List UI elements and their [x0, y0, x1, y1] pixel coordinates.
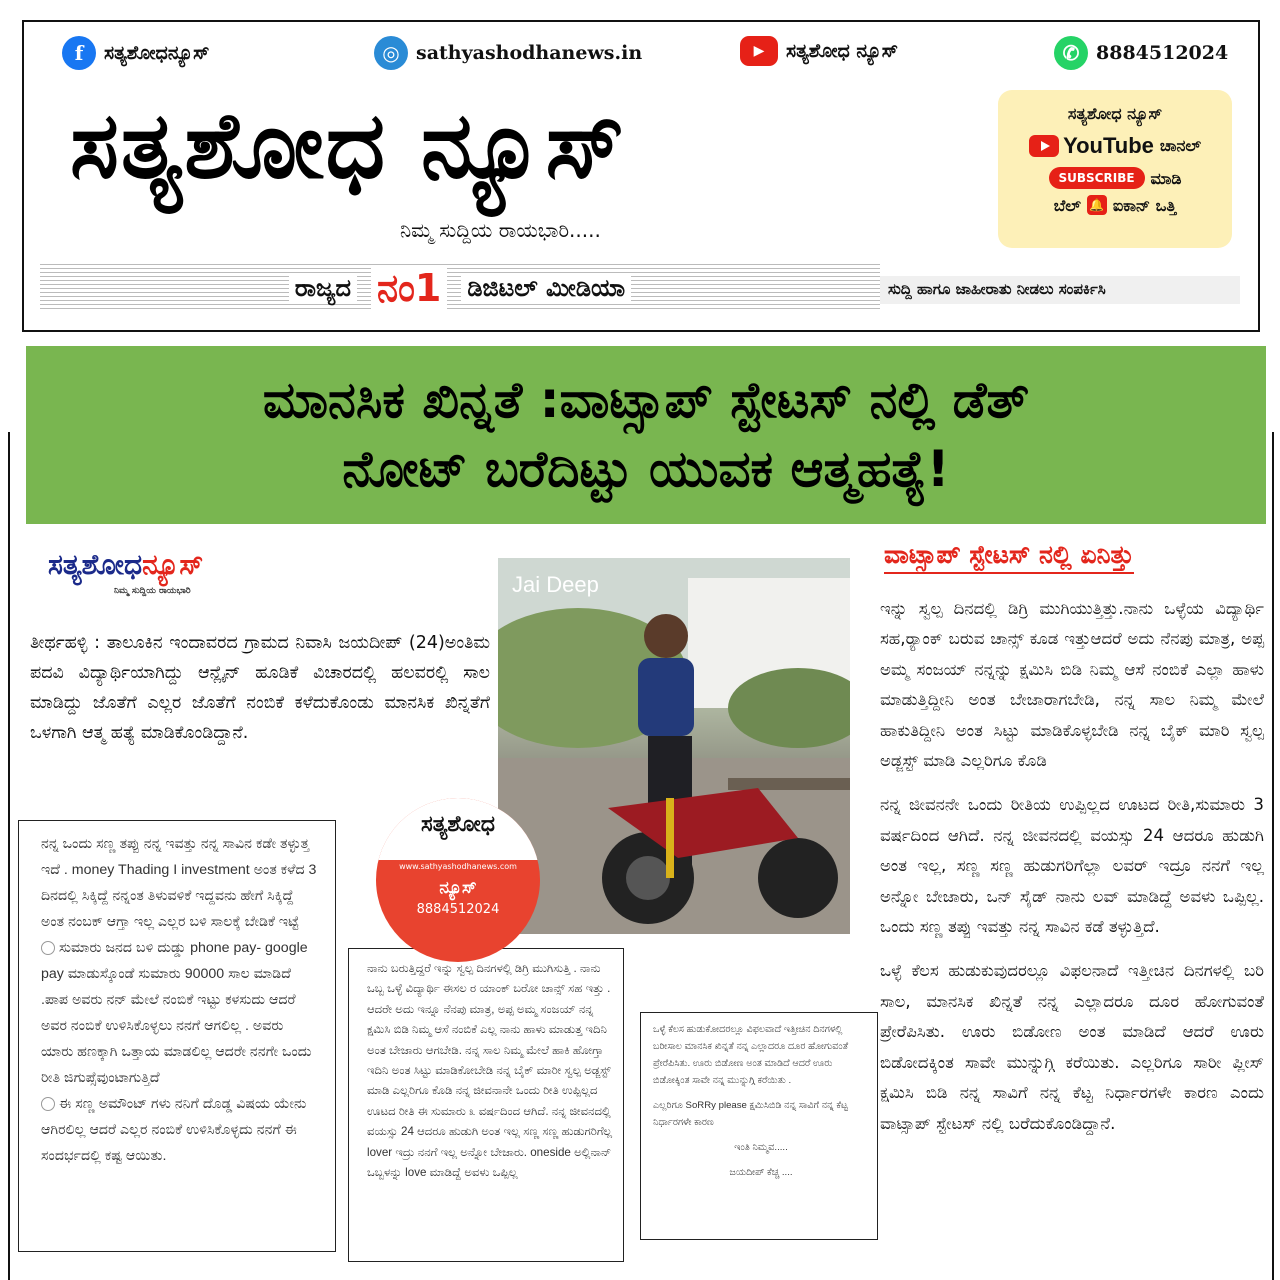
- headline-line2: ನೋಟ್ ಬರೆದಿಟ್ಟು ಯುವಕ ಆತ್ಮಹತ್ಯೆ!: [342, 440, 950, 498]
- whatsapp-icon: ✆: [1054, 36, 1088, 70]
- subbar-right: ಡಿಜಿಟಲ್ ಮೀಡಿಯಾ: [461, 274, 631, 302]
- whatsapp-number: 8884512024: [1096, 42, 1229, 64]
- subbar-left: ರಾಜ್ಯದ: [289, 274, 357, 302]
- left-border-rule: [8, 432, 10, 1280]
- masthead-title: ಸತ್ಯಶೋಧ ನ್ಯೂಸ್: [70, 92, 627, 199]
- website-label: sathyashodhanews.in: [416, 42, 643, 64]
- youtube-logo: YouTube: [1029, 127, 1154, 164]
- youtube-link[interactable]: [740, 36, 898, 66]
- right-border-rule: [1272, 432, 1274, 1280]
- logo-sub: ನಿಮ್ಮ ಸುದ್ದಿಯ ರಾಯಭಾರಿ: [114, 586, 191, 596]
- photo-illustration: [498, 558, 850, 934]
- promo-bell-word: ಬೆಲ್: [1053, 195, 1081, 215]
- side-para-1: ಇನ್ನು ಸ್ವಲ್ಪ ದಿನದಲ್ಲಿ ಡಿಗ್ರಿ ಮುಗಿಯುತ್ತಿತ್ತು.ನಾನು ಒಳ್ಳೆಯ ವಿದ್ಯಾರ್ಥಿ ಸಹ,ರ್‍ಯಾಂಕ್ ಬರುವ ಚಾನ್ಸ್ ಕೂಡ ಇತ್ತುಆದರೆ ಅದು ನೆನಪು ಮಾತ್ರ, ಅಪ್ಪ ಅಮ್ಮ ಸಂಜಯ್ ನನ್ನನ್ನು ಕ್ಷಮಿಸಿ ಬಿಡಿ ನಿಮ್ಮ ಆಸೆ ನಂಬಿಕೆ ಎಲ್ಲಾ ಹಾಳು ಮಾಡುತ್ತಿದ್ದೀನಿ ಅಂತ ಬೇಜಾರಾಗಬೇಡಿ, ನನ್ನ ಸಾಲ ನಿಮ್ಮ ಮೇಲೆ ಹಾಕುತಿದ್ದೀನಿ ಅಂತ ಸಿಟ್ಟು ಮಾಡಿಕೊಳ್ಳಬೇಡಿ ನನ್ನ ಬೈಕ್ ಮಾರಿ ಸ್ವಲ್ಪ ಅಡ್ಜಸ್ಟ್ ಮಾಡಿ ಎಲ್ಲರಿಗೂ ಕೊಡಿ: [880, 599, 1264, 771]
- stamp-name: ನ್ಯೂಸ್: [439, 878, 477, 898]
- whatsapp-screenshot-2: [348, 948, 624, 1262]
- promo-maadi: ಮಾಡಿ: [1150, 168, 1182, 188]
- stamp-url: www.sathyashodhanews.com: [399, 862, 517, 871]
- subbar-no1: ನಂ1: [371, 266, 447, 311]
- bell-icon[interactable]: 🔔: [1087, 195, 1107, 215]
- shot1-para-3: ಈ ಸಣ್ಣ ಅಮೌಂಟ್ ಗಳು ನನಿಗೆ ದೊಡ್ಡ ವಿಷಯ ಯೇನು ಆಗಿರಲಿಲ್ಲ ಆದರೆ ಎಲ್ಲರ ನಂಬಿಕೆ ಉಳಿಸಿಕೊಳ್ಳದು ನನಗೆ ಈ ಸಂದರ್ಭದಲ್ಲಿ ಕಷ್ಟ ಆಯಿತು.: [41, 1096, 307, 1164]
- stamp-title: ಸತ್ಯಶೋಧ: [376, 798, 540, 860]
- youtube-icon: ▶: [740, 36, 778, 66]
- lead-paragraph: ತೀರ್ಥಹಳ್ಳಿ : ತಾಲೂಕಿನ ಇಂದಾವರದ ಗ್ರಾಮದ ನಿವಾಸಿ ಜಯದೀಪ್ (24)ಅಂತಿಮ ಪದವಿ ವಿದ್ಯಾರ್ಥಿಯಾಗಿದ್ದು ಆನ್ಲೈನ್ ಹೂಡಿಕೆ ವಿಚಾರದಲ್ಲಿ ಹಲವರಲ್ಲಿ ಸಾಲ ಮಾಡಿದ್ದು ಜೊತೆಗೆ ಎಲ್ಲರ ಜೊತೆಗೆ ನಂಬಿಕೆ ಕಳೆದುಕೊಂಡು ಮಾನಸಿಕ ಖಿನ್ನತೆಗೆ ಒಳಗಾಗಿ ಆತ್ಮ ಹತ್ಯೆ ಮಾಡಿಕೊಂಡಿದ್ದಾನೆ.: [30, 633, 490, 743]
- radio-icon: [41, 941, 55, 955]
- globe-icon: ◎: [374, 36, 408, 70]
- facebook-icon: f: [62, 36, 96, 70]
- headline-banner: [26, 346, 1266, 524]
- shot3-signature: ಜಯದೀಪ್ ಕೆಚ್ಚ ....: [729, 1167, 793, 1178]
- victim-photo: [498, 558, 850, 934]
- stamp-phone: 8884512024: [416, 902, 500, 917]
- promo-channel-word: ಚಾನಲ್: [1159, 136, 1201, 156]
- news-logo: [48, 548, 204, 596]
- headline-title: [263, 366, 1029, 504]
- whatsapp-screenshot-1: [18, 820, 336, 1252]
- headline-line1: ಮಾನಸಿಕ ಖಿನ್ನತೆ :ವಾಟ್ಸಾಪ್ ಸ್ಟೇಟಸ್ ನಲ್ಲಿ ಡೆತ್: [262, 371, 1030, 429]
- whatsapp-link[interactable]: [1054, 36, 1228, 70]
- subbar: [40, 264, 880, 312]
- side-para-2: ನನ್ನ ಜೀವನನೇ ಒಂದು ರೀತಿಯ ಉಪ್ಪಿಲ್ಲದ ಊಟದ ರೀತಿ,ಸುಮಾರು 3 ವರ್ಷದಿಂದ ಆಗಿದೆ. ನನ್ನ ಜೀವನದಲ್ಲಿ ವಯಸ್ಸು 24 ಆದರೂ ಹುಡುಗಿ ಅಂತ ಇಲ್ಲ, ಸಣ್ಣ ಸಣ್ಣ ಹುಡುಗರಿಗೆಲ್ಲಾ ಲವರ್ ಇದ್ರೂ ನನಗೆ ಇಲ್ಲ ಅನ್ನೋ ಬೇಜಾರು, ಒನ್ ಸೈಡ್ ನಾನು ಲವ್ ಮಾಡಿದ್ದೆ ಅವಳು ಒಪ್ಪಿಲ್ಲ. ಒಂದು ಸಣ್ಣ ತಪ್ಪು ಇವತ್ತು ನನ್ನ ಸಾವಿನ ಕಡೆ ತಳ್ಳುತ್ತಿದೆ.: [880, 795, 1264, 937]
- promo-icon-press: ಐಕಾನ್ ಒತ್ತಿ: [1112, 195, 1177, 215]
- facebook-label: ಸತ್ಯಶೋಧನ್ಯೂಸ್: [104, 42, 210, 64]
- shot3-para-3: ಇಂತಿ ನಿಮ್ಮವ.....: [734, 1142, 788, 1153]
- promo-channel-name: ಸತ್ಯಶೋಧ ನ್ಯೂಸ್: [1067, 104, 1163, 123]
- news-stamp: [376, 798, 540, 962]
- facebook-link[interactable]: [62, 36, 209, 70]
- youtube-play-icon: [1029, 135, 1059, 157]
- shot3-para-2: ಎಲ್ಲರಿಗೂ SoRRy please ಕ್ಷಮಿಸಿಬಿಡಿ ನನ್ನ ಸಾವಿಗೆ ನನ್ನ ಕೆಟ್ಟ ನಿರ್ಧಾರಗಳೇ ಕಾರಣ: [653, 1100, 848, 1128]
- shot3-para-1: ಒಳ್ಳೆ ಕೆಲಸ ಹುಡುಕೋದರಲ್ಲೂ ವಿಫಲವಾದೆ ಇತ್ತೀಚಿನ ದಿನಗಳಲ್ಲಿ ಬರೀಸಾಲ ಮಾನಸಿಕ ಖಿನ್ನತೆ ನನ್ನ ಎಲ್ಲಾದರೂ ದೂರ ಹೋಗುವಂತೆ ಪ್ರೇರೆಪಿಸಿತು. ಊರು ಬಿಡೋಣ ಅಂತ ಮಾಡಿದೆ ಆದರೆ ಊರು ಬಿಡೋಕ್ಕಿಂತ ಸಾವೇ ನನ್ನ ಮುನ್ನುಗ್ಗಿ ಕರೆಯಿತು .: [653, 1024, 849, 1086]
- logo-part-b: ನ್ಯೂಸ್: [142, 548, 204, 581]
- youtube-label: ಸತ್ಯಶೋಧ ನ್ಯೂಸ್: [786, 40, 898, 62]
- masthead-tagline: ನಿಮ್ಮ ಸುದ್ದಿಯ ರಾಯಭಾರಿ.....: [400, 218, 601, 242]
- shot2-text: ನಾನು ಬರುತ್ತಿದ್ದರೆ ಇನ್ನು ಸ್ವಲ್ಪ ದಿನಗಳಲ್ಲಿ ಡಿಗ್ರಿ ಮುಗಿಸುತ್ತಿ . ನಾನು ಒಬ್ಬ ಒಳ್ಳೆ ವಿದ್ಯಾರ್ಥಿ ಈಸಲ ರ ಯಾಂಕ್ ಬರೋ ಚಾನ್ಸ್ ಸಹ ಇತ್ತು . ಆದರೇ ಅದು ಇನ್ನೂ ನೆನಪು ಮಾತ್ರ, ಅಪ್ಪ ಅಮ್ಮ ಸಂಜಯ್ ನನ್ನ ಕ್ಷಮಿಸಿ ಬಿಡಿ ನಿಮ್ಮ ಆಸೆ ನಂಬಿಕೆ ಎಲ್ಲ ನಾನು ಹಾಳು ಮಾಡುತ್ತ ಇದಿನಿ ಅಂತ ಬೇಜಾರು ಆಗಬೇಡಿ. ನನ್ನ ಸಾಲ ನಿಮ್ಮ ಮೇಲೆ ಹಾಕಿ ಹೋಗ್ತಾ ಇದಿನಿ ಅಂತ ಸಿಟ್ಟು ಮಾಡಿಕೋಬೇಡಿ ನನ್ನ ಬೈಕ್ ಮಾರೀ ಸ್ವಲ್ಪ ಅಡ್ಜಸ್ಟ್ ಮಾಡಿ ಎಲ್ಲರಿಗೂ ಕೊಡಿ ನನ್ನ ಜೀವನಾನೇ ಒಂದು ರೀತಿ ಉಪ್ಪಿಲ್ಲದ ಊಟದ ರೀತಿ ಈ ಸುಮಾರು ೩ ವರ್ಷದಿಂದ ಆಗಿದೆ. ನನ್ನ ಜೀವನದಲ್ಲಿ ವಯಸ್ಸು 24 ಆದರೂ ಹುಡುಗಿ ಅಂತ ಇಲ್ಲ ಸಣ್ಣ ಸಣ್ಣ ಹುಡುಗರಿಗೆಲ್ಲ lover ಇದ್ರು ನನಗೆ ಇಲ್ಲ ಅನ್ನೋ ಬೇಜಾರು. oneside ಅಲ್ಲಿನಾನ್ ಒಬ್ಬಳನ್ನು love ಮಾಡಿದ್ದೆ ಅವಳು ಒಪ್ಪಿಲ್ಲ: [367, 962, 613, 1180]
- youtube-promo[interactable]: [998, 90, 1232, 248]
- contact-bar: ಸುದ್ದಿ ಹಾಗೂ ಜಾಹೀರಾತು ನೀಡಲು ಸಂಪರ್ಕಿಸಿ: [880, 276, 1240, 304]
- side-heading: ವಾಟ್ಸಾಪ್ ಸ್ಟೇಟಸ್ ನಲ್ಲಿ ಏನಿತ್ತು: [884, 540, 1134, 569]
- subscribe-button[interactable]: SUBSCRIBE: [1049, 167, 1145, 189]
- website-link[interactable]: [374, 36, 642, 70]
- photo-name-label: Jai Deep: [512, 572, 599, 597]
- side-para-3: ಒಳ್ಳೆ ಕೆಲಸ ಹುಡುಕುವುದರಲ್ಲೂ ವಿಫಲನಾದೆ ಇತ್ತೀಚಿನ ದಿನಗಳಲ್ಲಿ ಬರಿ ಸಾಲ, ಮಾನಸಿಕ ಖಿನ್ನತೆ ನನ್ನ ಎಲ್ಲಾದರೂ ದೂರ ಹೋಗುವಂತೆ ಪ್ರೇರೆಪಿಸಿತು. ಊರು ಬಿಡೋಣ ಅಂತ ಮಾಡಿದೆ ಆದರೆ ಊರು ಬಿಡೋದಕ್ಕಿಂತ ಸಾವೇ ಮುನ್ನುಗ್ಗಿ ಕರೆಯಿತು. ಎಲ್ಲರಿಗೂ ಸಾರೀ ಪ್ಲೀಸ್ ಕ್ಷಮಿಸಿ ಬಿಡಿ ನನ್ನ ಸಾವಿಗೆ ನನ್ನ ಕೆಟ್ಟ ನಿರ್ಧಾರಗಳೇ ಕಾರಣ ಎಂದು ವಾಟ್ಸಾಪ್ ಸ್ಟೇಟಸ್ ನಲ್ಲಿ ಬರೆದುಕೊಂಡಿದ್ದಾನೆ.: [880, 961, 1264, 1133]
- shot1-para-1: ನನ್ನ ಒಂದು ಸಣ್ಣ ತಪ್ಪು ನನ್ನ ಇವತ್ತು ನನ್ನ ಸಾವಿನ ಕಡೇ ತಳ್ಳುತ್ತ ಇದೆ . money Thading I investment ಅಂತ ಕಳೆದ 3 ದಿನದಲ್ಲಿ ಸಿಕ್ಕಿದ್ದೆ ನನ್ನಂತ ತಿಳುವಳಿಕೆ ಇದ್ದವನು ಹೇಗೆ ಸಿಕ್ಕಿದ್ದೆ ಅಂತ ನಂಬಕ್ ಆಗ್ತಾ ಇಲ್ಲ ಎಲ್ಲರ ಬಳಿ ಸಾಲಕ್ಕೆ ಬೇಡಿಕೆ ಇಟ್ಟೆ: [41, 836, 317, 930]
- logo-part-a: ಸತ್ಯಶೋಧ: [48, 548, 143, 581]
- whatsapp-screenshot-3: [640, 1012, 878, 1240]
- shot1-para-2: ಸುಮಾರು ಜನದ ಬಳಿ ದುಡ್ಡು phone pay- google pay ಮಾಡುಸ್ಕೊಂಡೆ ಸುಮಾರು 90000 ಸಾಲ ಮಾಡಿದೆ .ಪಾಪ ಅವರು ನನ್ ಮೇಲೆ ನಂಬಿಕೆ ಇಟ್ಟು ಕಳಸುದು ಆದರೆ ಅವರ ನಂಬಿಕೆ ಉಳಿಸಿಕೊಳ್ಳಲು ನನಗೆ ಆಗಲಿಲ್ಲ . ಅವರು ಯಾರು ಹಣಕ್ಕಾಗಿ ಒತ್ತಾಯ ಮಾಡಲಿಲ್ಲ ಆದರೇ ನನಗೇ ಒಂದು ರೀತಿ ಜಿಗುಪ್ಸೆವುಂಟಾಗುತ್ತಿದೆ: [41, 940, 312, 1086]
- side-body: [880, 594, 1264, 1153]
- radio-icon: [41, 1097, 55, 1111]
